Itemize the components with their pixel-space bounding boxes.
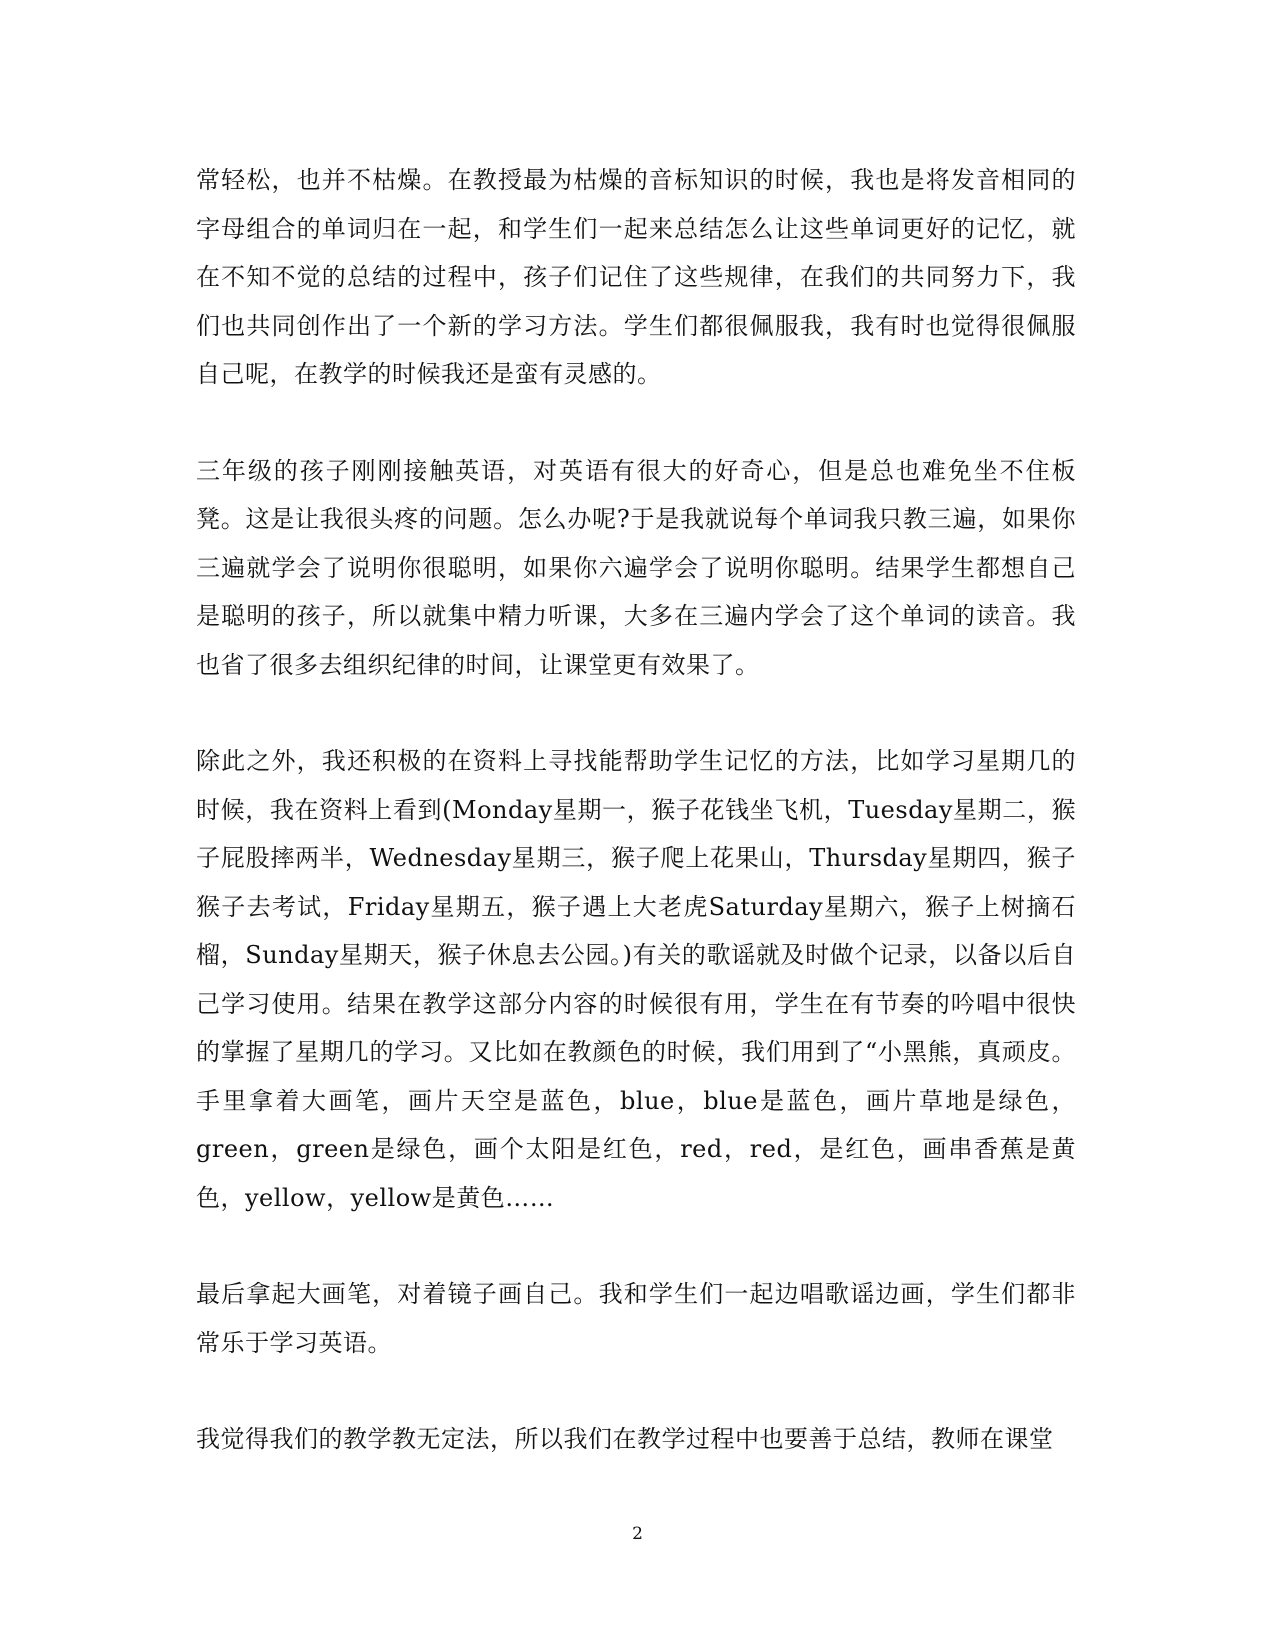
paragraph-2: 三年级的孩子刚刚接触英语，对英语有很大的好奇心，但是总也难免坐不住板凳。这是让我很头疼的问题。怎么办呢?于是我就说每个单词我只教三遍，如果你三遍就学会了说明你很聪明，如果你六遍学会了说明你聪明。结果学生都想自己是聪明的孩子，所以就集中精力听课，大多在三遍内学会了这个单词的读音。我也省了很多去组织纪律的时间，让课堂更有效果了。 [196, 456, 1076, 679]
page-body [196, 156, 1076, 1512]
paragraph-5: 我觉得我们的教学教无定法，所以我们在教学过程中也要善于总结，教师在课堂 [196, 1425, 1054, 1453]
paragraph-3: 除此之外，我还积极的在资料上寻找能帮助学生记忆的方法，比如学习星期几的时候，我在资料上看到(Monday星期一，猴子花钱坐飞机，Tuesday星期二，猴子屁股摔两半，Wednesday星期三，猴子爬上花果山，Thursday星期四，猴子猴子去考试，Friday星期五，猴子遇上大老虎Saturday星期六，猴子上树摘石榴，Sunday星期天，猴子休息去公园。)有关的歌谣就及时做个记录，以备以后自己学习使用。结果在教学这部分内容的时候很有用，学生在有节奏的吟唱中很快的掌握了星期几的学习。又比如在教颜色的时候，我们用到了“小黑熊，真顽皮。手里拿着大画笔，画片天空是蓝色，blue，blue是蓝色，画片草地是绿色，green，green是绿色，画个太阳是红色，red，red，是红色，画串香蕉是黄色，yellow，yellow是黄色…… [196, 747, 1076, 1212]
paragraph-1: 常轻松，也并不枯燥。在教授最为枯燥的音标知识的时候，我也是将发音相同的字母组合的单词归在一起，和学生们一起来总结怎么让这些单词更好的记忆，就在不知不觉的总结的过程中，孩子们记住了这些规律，在我们的共同努力下，我们也共同创作出了一个新的学习方法。学生们都很佩服我，我有时也觉得很佩服自己呢，在教学的时候我还是蛮有灵感的。 [196, 166, 1076, 388]
paragraph-4: 最后拿起大画笔，对着镜子画自己。我和学生们一起边唱歌谣边画，学生们都非常乐于学习英语。 [196, 1280, 1076, 1357]
page-number: 2 [632, 1524, 643, 1544]
